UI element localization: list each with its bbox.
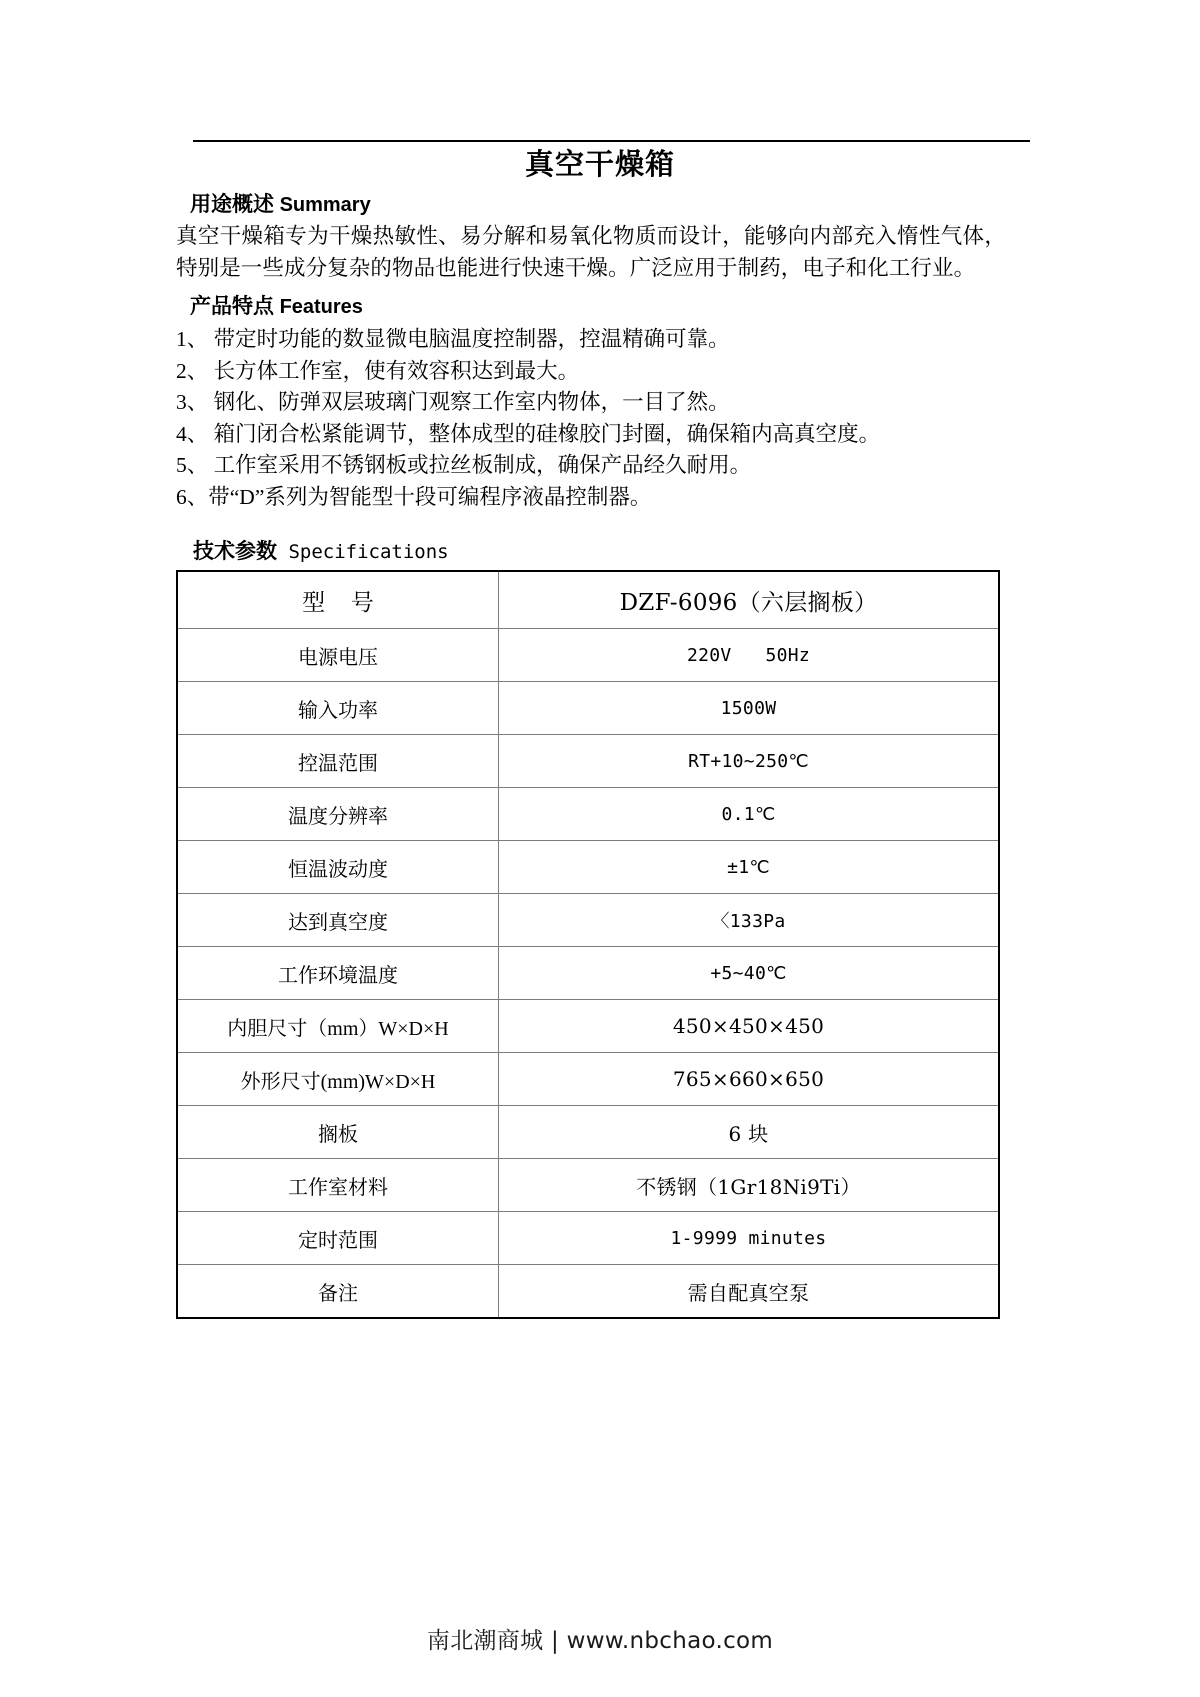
features-list xyxy=(176,324,1006,513)
summary-heading-cn: 用途概述 xyxy=(190,191,274,216)
row-value: 不锈钢（1Gr18Ni9Ti） xyxy=(499,1159,1000,1212)
table-header-row xyxy=(177,571,999,629)
row-label: 输入功率 xyxy=(177,682,499,735)
row-label: 恒温波动度 xyxy=(177,841,499,894)
features-heading xyxy=(190,290,1006,320)
table-row xyxy=(177,788,999,841)
table-row xyxy=(177,1000,999,1053)
summary-heading xyxy=(190,188,1006,218)
row-value-voltage: 220V xyxy=(686,644,732,666)
row-value-frequency: 50Hz xyxy=(765,644,811,666)
table-row xyxy=(177,1106,999,1159)
row-value: RT+10~250℃ xyxy=(499,735,1000,788)
row-value: 〈133Pa xyxy=(499,894,1000,947)
row-label: 内胆尺寸（mm）W×D×H xyxy=(177,1000,499,1053)
table-row xyxy=(177,894,999,947)
page-title: 真空干燥箱 xyxy=(524,147,675,181)
row-value: 1-9999 minutes xyxy=(499,1212,1000,1265)
specifications-table xyxy=(176,570,1000,1319)
table-header-label: 型 号 xyxy=(177,571,499,629)
table-row xyxy=(177,1212,999,1265)
table-row xyxy=(177,682,999,735)
table-row xyxy=(177,1265,999,1319)
page-footer: 南北潮商城 | www.nbchao.com xyxy=(426,1628,774,1654)
summary-heading-en: Summary xyxy=(279,194,371,216)
table-row xyxy=(177,735,999,788)
row-value: 需自配真空泵 xyxy=(499,1265,1000,1319)
specifications-heading-en: Specifications xyxy=(288,541,449,563)
row-label: 搁板 xyxy=(177,1106,499,1159)
row-value: 0.1℃ xyxy=(499,788,1000,841)
row-label: 工作环境温度 xyxy=(177,947,499,1000)
row-value: 450×450×450 xyxy=(499,1000,1000,1053)
list-item: 1、 带定时功能的数显微电脑温度控制器，控温精确可靠。 xyxy=(176,327,730,351)
row-label: 工作室材料 xyxy=(177,1159,499,1212)
row-label: 外形尺寸(mm)W×D×H xyxy=(177,1053,499,1106)
row-value: ±1℃ xyxy=(499,841,1000,894)
row-label: 电源电压 xyxy=(177,629,499,682)
row-label: 定时范围 xyxy=(177,1212,499,1265)
document-body xyxy=(176,188,1006,575)
row-value: +5~40℃ xyxy=(499,947,1000,1000)
table-row xyxy=(177,947,999,1000)
features-heading-en: Features xyxy=(279,296,363,318)
list-item: 3、 钢化、防弹双层玻璃门观察工作室内物体，一目了然。 xyxy=(176,390,730,414)
features-heading-cn: 产品特点 xyxy=(190,293,274,318)
list-item: 4、 箱门闭合松紧能调节，整体成型的硅橡胶门封圈，确保箱内高真空度。 xyxy=(176,421,881,446)
list-item: 6、带“D”系列为智能型十段可编程序液晶控制器。 xyxy=(176,484,652,509)
list-item: 2、 长方体工作室，使有效容积达到最大。 xyxy=(176,358,580,383)
row-value xyxy=(499,629,1000,682)
table-row xyxy=(177,841,999,894)
row-label: 达到真空度 xyxy=(177,894,499,947)
summary-paragraph: 真空干燥箱专为干燥热敏性、易分解和易氧化物质而设计，能够向内部充入惰性气体，特别是一些成分复杂的物品也能进行快速干燥。广泛应用于制药，电子和化工行业。 xyxy=(176,224,1006,280)
specifications-heading-cn: 技术参数 xyxy=(193,538,277,563)
row-value: 1500W xyxy=(499,682,1000,735)
specifications-heading xyxy=(193,535,1006,565)
row-value: 6 块 xyxy=(499,1106,1000,1159)
row-label: 备注 xyxy=(177,1265,499,1319)
row-label: 温度分辨率 xyxy=(177,788,499,841)
table-row xyxy=(177,1159,999,1212)
table-header-value: DZF-6096（六层搁板） xyxy=(499,571,1000,629)
list-item: 5、 工作室采用不锈钢板或拉丝板制成，确保产品经久耐用。 xyxy=(176,453,752,477)
row-label: 控温范围 xyxy=(177,735,499,788)
row-value: 765×660×650 xyxy=(499,1053,1000,1106)
table-row xyxy=(177,629,999,682)
table-row xyxy=(177,1053,999,1106)
